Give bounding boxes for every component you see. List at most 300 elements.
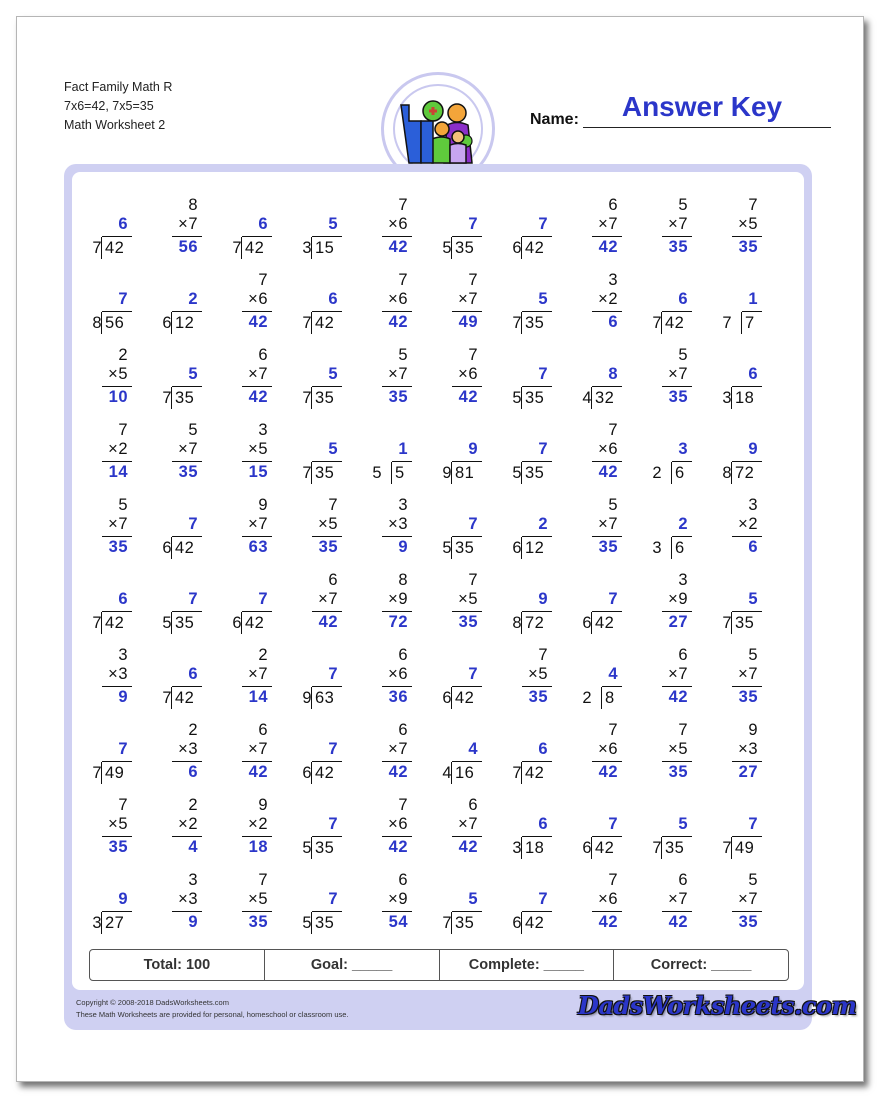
answer-product: 35 (668, 388, 688, 406)
factor-bottom-value: 9 (398, 890, 408, 908)
dividend: 12 (525, 539, 545, 557)
dividend: 35 (315, 839, 335, 857)
factor-top: 6 (398, 721, 408, 739)
dividend: 16 (455, 764, 475, 782)
factor-bottom-value: 3 (748, 740, 758, 758)
factor-top: 7 (748, 196, 758, 214)
dividend: 35 (455, 539, 475, 557)
divisor: 6 (162, 314, 172, 332)
factor-top: 3 (188, 871, 198, 889)
answer-product: 42 (668, 913, 688, 931)
answer-product: 42 (598, 238, 618, 256)
answer-quotient: 7 (468, 665, 478, 683)
divisor: 8 (722, 464, 732, 482)
factor-bottom-value: 7 (188, 440, 198, 458)
answer-product: 42 (388, 763, 408, 781)
usage-notice: These Math Worksheets are provided for personal, homeschool or classroom use. (76, 1010, 349, 1019)
answer-quotient: 7 (538, 440, 548, 458)
name-label: Name: (530, 111, 579, 128)
times-sign: × (668, 590, 679, 608)
answer-product: 15 (248, 463, 268, 481)
times-sign: × (108, 665, 119, 683)
answer-quotient: 6 (258, 215, 268, 233)
factor-bottom-value: 7 (748, 665, 758, 683)
times-sign: × (668, 215, 679, 233)
divisor: 7 (232, 239, 242, 257)
answer-product: 35 (388, 388, 408, 406)
answer-quotient: 1 (398, 440, 408, 458)
answer-quotient: 6 (538, 740, 548, 758)
answer-quotient: 2 (538, 515, 548, 533)
correct-cell[interactable]: Correct: _____ (650, 957, 752, 973)
factor-top: 7 (258, 871, 268, 889)
answer-quotient: 7 (328, 890, 338, 908)
answer-quotient: 7 (748, 815, 758, 833)
factor-top: 5 (748, 646, 758, 664)
dividend: 35 (455, 914, 475, 932)
factor-bottom-value: 7 (748, 890, 758, 908)
divisor: 3 (722, 389, 732, 407)
divisor: 7 (722, 839, 732, 857)
factor-bottom-value: 7 (398, 365, 408, 383)
times-sign: × (458, 365, 469, 383)
factor-top: 5 (118, 496, 128, 514)
dividend: 42 (175, 539, 195, 557)
factor-bottom-value: 7 (118, 515, 128, 533)
times-sign: × (108, 515, 119, 533)
answer-quotient: 7 (328, 665, 338, 683)
divisor: 7 (722, 614, 732, 632)
divisor: 7 (512, 314, 522, 332)
answer-product: 9 (188, 913, 198, 931)
answer-quotient: 7 (328, 740, 338, 758)
dividend: 27 (105, 914, 125, 932)
worksheet-title: Fact Family Math R (64, 80, 173, 94)
times-sign: × (668, 740, 679, 758)
factor-top: 7 (468, 571, 478, 589)
dividend: 6 (675, 464, 685, 482)
divisor: 8 (512, 614, 522, 632)
answer-quotient: 9 (118, 890, 128, 908)
factor-top: 6 (608, 196, 618, 214)
factor-bottom-value: 7 (258, 665, 268, 683)
factor-bottom-value: 7 (258, 515, 268, 533)
answer-product: 36 (388, 688, 408, 706)
factor-bottom-value: 7 (258, 740, 268, 758)
factor-top: 3 (678, 571, 688, 589)
dividend: 32 (595, 389, 615, 407)
divisor: 8 (92, 314, 102, 332)
times-sign: × (668, 665, 679, 683)
dividend: 6 (675, 539, 685, 557)
times-sign: × (248, 290, 259, 308)
times-sign: × (738, 215, 749, 233)
dividend: 18 (735, 389, 755, 407)
answer-quotient: 7 (468, 215, 478, 233)
times-sign: × (248, 515, 259, 533)
divisor: 6 (162, 539, 172, 557)
factor-bottom-value: 7 (398, 740, 408, 758)
answer-product: 42 (248, 313, 268, 331)
factor-bottom-value: 7 (328, 590, 338, 608)
answer-product: 35 (598, 538, 618, 556)
divisor: 6 (582, 614, 592, 632)
factor-top: 6 (468, 796, 478, 814)
times-sign: × (318, 515, 329, 533)
times-sign: × (248, 890, 259, 908)
factor-top: 9 (748, 721, 758, 739)
dividend: 42 (455, 689, 475, 707)
factor-top: 7 (608, 871, 618, 889)
dividend: 35 (175, 614, 195, 632)
answer-product: 42 (598, 763, 618, 781)
factor-bottom-value: 9 (678, 590, 688, 608)
factor-bottom-value: 6 (398, 290, 408, 308)
factor-top: 7 (398, 196, 408, 214)
dividend: 7 (745, 314, 755, 332)
answer-quotient: 7 (188, 590, 198, 608)
factor-bottom-value: 6 (608, 890, 618, 908)
factor-top: 8 (188, 196, 198, 214)
factor-top: 7 (398, 796, 408, 814)
answer-quotient: 6 (188, 665, 198, 683)
answer-quotient: 5 (678, 815, 688, 833)
times-sign: × (598, 440, 609, 458)
dividend: 35 (315, 464, 335, 482)
factor-bottom-value: 7 (468, 815, 478, 833)
answer-product: 42 (248, 388, 268, 406)
factor-top: 3 (258, 421, 268, 439)
factor-bottom-value: 7 (188, 215, 198, 233)
times-sign: × (738, 665, 749, 683)
answer-quotient: 9 (748, 440, 758, 458)
factor-top: 7 (328, 496, 338, 514)
factor-bottom-value: 3 (188, 740, 198, 758)
factor-top: 6 (678, 646, 688, 664)
dividend: 49 (105, 764, 125, 782)
factor-top: 7 (608, 721, 618, 739)
dividend: 42 (105, 239, 125, 257)
factor-top: 3 (748, 496, 758, 514)
factor-top: 2 (258, 646, 268, 664)
times-sign: × (178, 215, 189, 233)
answer-quotient: 7 (538, 365, 548, 383)
factor-top: 3 (398, 496, 408, 514)
factor-bottom-value: 6 (398, 215, 408, 233)
factor-bottom-value: 7 (608, 515, 618, 533)
answer-product: 27 (668, 613, 688, 631)
answer-quotient: 5 (748, 590, 758, 608)
times-sign: × (108, 815, 119, 833)
times-sign: × (388, 365, 399, 383)
dividend: 35 (525, 314, 545, 332)
factor-bottom-value: 2 (258, 815, 268, 833)
divisor: 2 (652, 464, 662, 482)
factor-top: 6 (398, 646, 408, 664)
answer-quotient: 2 (678, 515, 688, 533)
factor-top: 5 (678, 346, 688, 364)
factor-top: 5 (188, 421, 198, 439)
score-table (89, 949, 789, 981)
factor-bottom-value: 5 (258, 440, 268, 458)
dividend: 42 (525, 239, 545, 257)
times-sign: × (388, 815, 399, 833)
divisor: 3 (92, 914, 102, 932)
times-sign: × (598, 515, 609, 533)
dividend: 15 (315, 239, 335, 257)
dividend: 42 (595, 839, 615, 857)
answer-quotient: 7 (328, 815, 338, 833)
times-sign: × (248, 365, 259, 383)
answer-quotient: 5 (538, 290, 548, 308)
times-sign: × (248, 440, 259, 458)
answer-quotient: 5 (328, 365, 338, 383)
answer-quotient: 6 (748, 365, 758, 383)
dividend: 42 (315, 314, 335, 332)
divisor: 7 (92, 764, 102, 782)
name-field[interactable] (583, 127, 831, 128)
factor-top: 7 (468, 271, 478, 289)
times-sign: × (598, 290, 609, 308)
divisor: 7 (652, 839, 662, 857)
factor-top: 2 (188, 796, 198, 814)
times-sign: × (248, 740, 259, 758)
times-sign: × (738, 890, 749, 908)
factor-bottom-value: 7 (608, 215, 618, 233)
factor-bottom-value: 6 (398, 665, 408, 683)
factor-bottom-value: 5 (468, 590, 478, 608)
factor-top: 6 (678, 871, 688, 889)
times-sign: × (668, 365, 679, 383)
factor-bottom-value: 5 (258, 890, 268, 908)
divisor: 7 (302, 464, 312, 482)
factor-bottom-value: 7 (678, 890, 688, 908)
times-sign: × (458, 815, 469, 833)
dividend: 35 (175, 389, 195, 407)
factor-bottom-value: 5 (678, 740, 688, 758)
divisor: 4 (442, 764, 452, 782)
answer-product: 6 (608, 313, 618, 331)
answer-quotient: 6 (328, 290, 338, 308)
answer-product: 63 (248, 538, 268, 556)
factor-bottom-value: 2 (748, 515, 758, 533)
answer-quotient: 4 (468, 740, 478, 758)
complete-cell[interactable]: Complete: _____ (440, 950, 615, 980)
answer-quotient: 6 (118, 215, 128, 233)
dividend: 35 (315, 914, 335, 932)
answer-product: 42 (388, 238, 408, 256)
times-sign: × (598, 215, 609, 233)
factor-bottom-value: 5 (118, 365, 128, 383)
factor-top: 3 (608, 271, 618, 289)
divisor: 7 (722, 314, 732, 332)
times-sign: × (178, 740, 189, 758)
answer-quotient: 7 (608, 815, 618, 833)
divisor: 6 (512, 914, 522, 932)
times-sign: × (108, 440, 119, 458)
divisor: 6 (582, 839, 592, 857)
dividend: 42 (245, 239, 265, 257)
factor-top: 6 (398, 871, 408, 889)
brand-logo[interactable]: DadsWorksheets.com (578, 991, 857, 1020)
answer-product: 42 (668, 688, 688, 706)
factor-top: 6 (258, 721, 268, 739)
factor-bottom-value: 7 (678, 215, 688, 233)
times-sign: × (388, 740, 399, 758)
dividend: 8 (605, 689, 615, 707)
answer-quotient: 7 (258, 590, 268, 608)
dividend: 42 (525, 914, 545, 932)
answer-product: 56 (178, 238, 198, 256)
times-sign: × (598, 740, 609, 758)
factor-top: 6 (258, 346, 268, 364)
factor-bottom-value: 2 (188, 815, 198, 833)
divisor: 7 (302, 314, 312, 332)
answer-quotient: 7 (118, 740, 128, 758)
answer-product: 42 (458, 838, 478, 856)
divisor: 6 (512, 539, 522, 557)
factor-bottom-value: 2 (608, 290, 618, 308)
answer-quotient: 7 (608, 590, 618, 608)
answer-quotient: 4 (608, 665, 618, 683)
dividend: 5 (395, 464, 405, 482)
factor-top: 5 (678, 196, 688, 214)
dividend: 42 (665, 314, 685, 332)
worksheet-number: Math Worksheet 2 (64, 118, 166, 132)
dividend: 42 (525, 764, 545, 782)
times-sign: × (458, 590, 469, 608)
answer-product: 35 (738, 688, 758, 706)
divisor: 5 (512, 464, 522, 482)
factor-top: 7 (608, 421, 618, 439)
divisor: 6 (302, 764, 312, 782)
divisor: 5 (512, 389, 522, 407)
answer-quotient: 6 (678, 290, 688, 308)
times-sign: × (388, 215, 399, 233)
divisor: 7 (442, 914, 452, 932)
answer-product: 27 (738, 763, 758, 781)
dividend: 35 (525, 464, 545, 482)
factor-bottom-value: 3 (118, 665, 128, 683)
times-sign: × (388, 590, 399, 608)
factor-bottom-value: 2 (118, 440, 128, 458)
problem-panel (72, 172, 804, 990)
factor-top: 9 (258, 796, 268, 814)
answer-product: 35 (108, 538, 128, 556)
factor-top: 6 (328, 571, 338, 589)
times-sign: × (108, 365, 119, 383)
copyright-block (76, 997, 349, 1021)
factor-top: 3 (118, 646, 128, 664)
factor-bottom-value: 3 (188, 890, 198, 908)
answer-quotient: 6 (538, 815, 548, 833)
answer-quotient: 3 (678, 440, 688, 458)
answer-quotient: 5 (188, 365, 198, 383)
answer-quotient: 2 (188, 290, 198, 308)
divisor: 5 (302, 839, 312, 857)
answer-product: 18 (248, 838, 268, 856)
divisor: 5 (162, 614, 172, 632)
worksheet-info (64, 78, 172, 135)
divisor: 7 (512, 764, 522, 782)
factor-bottom-value: 5 (328, 515, 338, 533)
times-sign: × (388, 665, 399, 683)
factor-bottom-value: 7 (258, 365, 268, 383)
divisor: 4 (582, 389, 592, 407)
divisor: 7 (302, 389, 312, 407)
dividend: 72 (525, 614, 545, 632)
factor-bottom-value: 7 (678, 365, 688, 383)
dividend: 56 (105, 314, 125, 332)
times-sign: × (248, 665, 259, 683)
dividend: 63 (315, 689, 335, 707)
answer-product: 4 (188, 838, 198, 856)
factor-bottom-value: 7 (468, 290, 478, 308)
dividend: 35 (525, 389, 545, 407)
answer-quotient: 5 (328, 440, 338, 458)
divisor: 6 (512, 239, 522, 257)
answer-product: 35 (178, 463, 198, 481)
times-sign: × (318, 590, 329, 608)
answer-key-text: Answer Key (621, 91, 783, 122)
answer-product: 42 (458, 388, 478, 406)
factor-top: 8 (398, 571, 408, 589)
divisor: 3 (512, 839, 522, 857)
dividend: 42 (315, 764, 335, 782)
divisor: 9 (302, 689, 312, 707)
answer-product: 35 (248, 913, 268, 931)
answer-quotient: 8 (608, 365, 618, 383)
dividend: 42 (245, 614, 265, 632)
dividend: 42 (105, 614, 125, 632)
dividend: 35 (315, 389, 335, 407)
dividend: 42 (595, 614, 615, 632)
times-sign: × (388, 515, 399, 533)
answer-product: 6 (188, 763, 198, 781)
answer-quotient: 7 (538, 890, 548, 908)
divisor: 3 (302, 239, 312, 257)
dividend: 35 (665, 839, 685, 857)
divisor: 9 (442, 464, 452, 482)
factor-bottom-value: 6 (608, 740, 618, 758)
divisor: 7 (92, 239, 102, 257)
divisor: 7 (162, 689, 172, 707)
answer-product: 10 (108, 388, 128, 406)
divisor: 5 (442, 239, 452, 257)
factor-top: 5 (608, 496, 618, 514)
answer-quotient: 7 (538, 215, 548, 233)
divisor: 6 (442, 689, 452, 707)
factor-bottom-value: 6 (398, 815, 408, 833)
copyright-text: Copyright © 2008-2018 DadsWorksheets.com (76, 998, 229, 1007)
times-sign: × (738, 740, 749, 758)
answer-quotient: 7 (468, 515, 478, 533)
answer-product: 42 (598, 463, 618, 481)
factor-top: 2 (188, 721, 198, 739)
answer-product: 35 (668, 763, 688, 781)
answer-product: 9 (118, 688, 128, 706)
goal-cell[interactable]: Goal: _____ (265, 950, 440, 980)
divisor: 3 (652, 539, 662, 557)
answer-product: 6 (748, 538, 758, 556)
divisor: 7 (92, 614, 102, 632)
factor-top: 7 (678, 721, 688, 739)
dividend: 35 (455, 239, 475, 257)
times-sign: × (528, 665, 539, 683)
factor-bottom-value: 7 (678, 665, 688, 683)
answer-product: 9 (398, 538, 408, 556)
divisor: 5 (302, 914, 312, 932)
